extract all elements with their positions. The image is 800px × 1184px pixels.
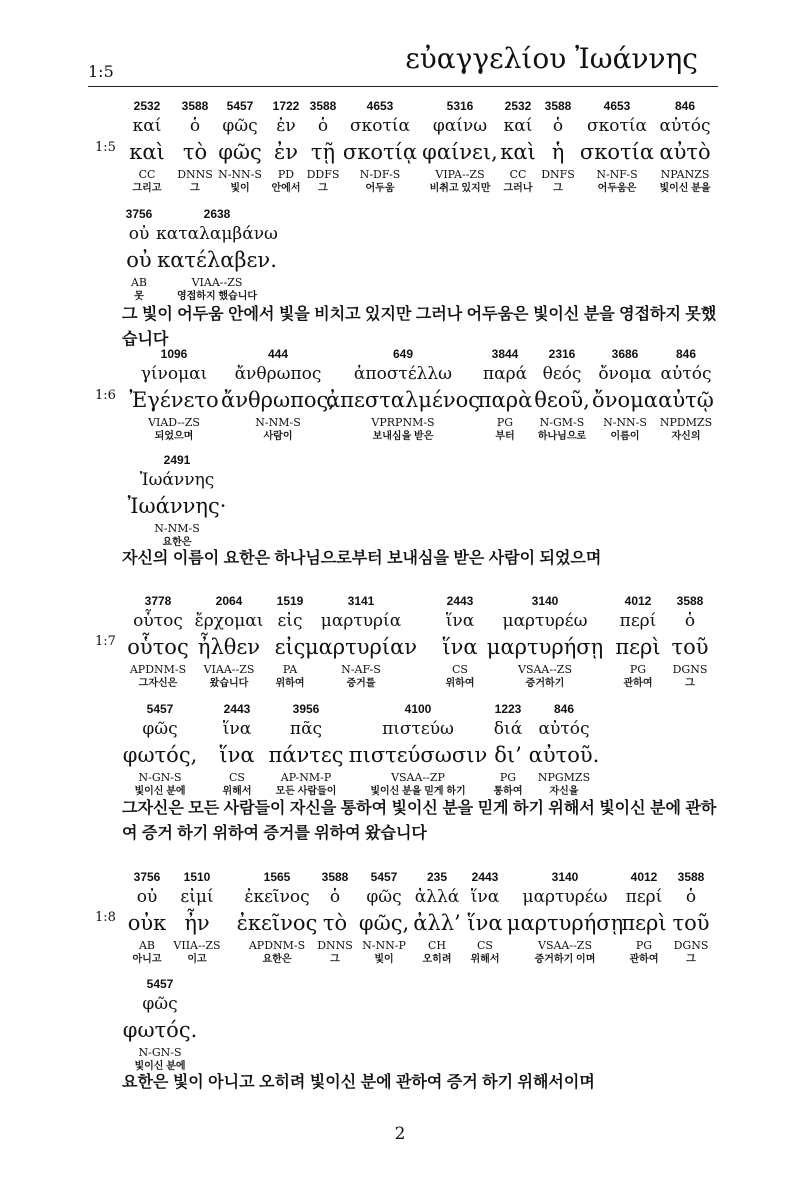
lemma: φῶς: [222, 116, 258, 136]
interlinear-word: [541, 97, 575, 196]
interlinear-word: [221, 345, 335, 444]
lemma: Ἰωάννης: [139, 470, 215, 490]
korean-gloss: 아니고: [132, 954, 162, 965]
parsing-code: N-NN-S: [218, 168, 262, 181]
strongs-number: 2532: [133, 99, 161, 113]
korean-gloss: 사람이: [263, 431, 293, 442]
greek-word: μαρτυρίαν: [304, 635, 418, 659]
greek-word: αὐτῷ: [658, 388, 714, 412]
korean-gloss: 그리고: [132, 183, 162, 194]
interlinear-word: [123, 700, 198, 799]
parsing-code: APDNM-S: [129, 663, 187, 676]
strongs-number: 5457: [370, 870, 398, 884]
lemma: θεός: [542, 364, 582, 384]
korean-gloss: 안에서: [271, 183, 301, 194]
greek-word: παρὰ: [477, 388, 533, 412]
greek-word: οὐκ: [127, 911, 167, 935]
lemma: ἵνα: [470, 887, 500, 907]
interlinear-word: [467, 868, 502, 967]
interlinear-word: [478, 345, 533, 444]
strongs-number: 3140: [531, 594, 559, 608]
parsing-code: N-NM-S: [154, 522, 200, 535]
korean-gloss: 위하여: [445, 678, 475, 689]
lemma: πιστεύω: [382, 719, 454, 739]
greek-word: τὸ: [182, 140, 208, 164]
lemma: αὐτός: [660, 364, 712, 384]
interlinear-word: [195, 592, 264, 691]
strongs-number: 3778: [144, 594, 172, 608]
greek-word: μαρτυρήσῃ: [486, 635, 604, 659]
greek-word: πάντες: [268, 743, 344, 767]
greek-word: τῇ: [310, 140, 336, 164]
interlinear-word: [487, 592, 603, 691]
greek-word: Ἰωάννης·: [127, 494, 227, 518]
interlinear-word: [500, 97, 536, 196]
interlinear-word: [592, 345, 658, 444]
lemma: φῶς: [142, 719, 178, 739]
korean-gloss: 그: [318, 183, 328, 194]
parsing-code: AP-NM-P: [280, 771, 332, 784]
strongs-number: 1565: [263, 870, 291, 884]
lemma: εἰμί: [180, 887, 214, 907]
interlinear-word: [307, 97, 340, 196]
lemma: σκοτία: [586, 116, 648, 136]
lemma: περί: [625, 887, 663, 907]
korean-gloss: 그: [685, 678, 695, 689]
parsing-code: APDNM-S: [248, 939, 306, 952]
parsing-code: VIPA--ZS: [435, 168, 485, 181]
lemma: διά: [493, 719, 523, 739]
strongs-number: 5316: [446, 99, 474, 113]
korean-gloss: 증거를: [346, 678, 376, 689]
strongs-number: 3756: [133, 870, 161, 884]
interlinear-word: [127, 592, 188, 691]
strongs-number: 2491: [163, 453, 191, 467]
interlinear-word: [268, 700, 343, 799]
parsing-code: VSAA--ZS: [538, 939, 592, 952]
greek-word: σκοτία: [579, 140, 655, 164]
parsing-code: N-NN-S: [603, 416, 647, 429]
lemma: σκοτία: [349, 116, 411, 136]
lemma: ὁ: [329, 887, 341, 907]
interlinear-word: [442, 592, 477, 691]
korean-gloss: 요한은: [262, 954, 292, 965]
lemma: καταλαμβάνω: [156, 224, 278, 244]
greek-word: φῶς: [218, 140, 262, 164]
korean-translation: 그 빛이 어두움 안에서 빛을 비치고 있지만 그러나 어두움은 빛이신 분을 영접하지 못했습니다: [122, 306, 717, 348]
parsing-code: DGNS: [672, 663, 708, 676]
lemma: ἐκεῖνος: [244, 887, 310, 907]
greek-word: ἦλθεν: [197, 635, 261, 659]
strongs-number: 3588: [676, 594, 704, 608]
greek-word: ἵνα: [442, 635, 478, 659]
verse-number: 1:5: [95, 140, 116, 155]
greek-word: ἦν: [184, 911, 210, 935]
korean-gloss: 보내심을 받은: [372, 431, 434, 442]
korean-gloss: 위해서: [222, 786, 252, 797]
korean-gloss: 모든 사람들이: [275, 786, 337, 797]
greek-word: φωτός.: [122, 1018, 198, 1042]
greek-word: τὸ: [322, 911, 348, 935]
strongs-number: 1096: [160, 347, 188, 361]
greek-word: καὶ: [500, 140, 536, 164]
interlinear-word: [237, 868, 318, 967]
korean-gloss: 증거하기 이며: [534, 954, 596, 965]
lemma: οὐ: [136, 887, 158, 907]
parsing-code: N-AF-S: [341, 663, 381, 676]
lemma: γίνομαι: [140, 364, 208, 384]
korean-gloss: 빛이신 분을 믿게 하기: [370, 786, 466, 797]
interlinear-word: [173, 868, 220, 967]
interlinear-word: [219, 700, 254, 799]
lemma: ἀλλά: [414, 887, 460, 907]
korean-gloss: 빛이신 분을: [659, 183, 711, 194]
korean-gloss: 빛이신 분에: [134, 786, 186, 797]
greek-word: εἰς: [274, 635, 306, 659]
strongs-number: 1510: [183, 870, 211, 884]
lemma: οὗτος: [133, 611, 183, 631]
parsing-code: PA: [282, 663, 298, 676]
greek-word: ἀλλ’: [413, 911, 461, 935]
korean-gloss: 그: [686, 954, 696, 965]
greek-word: αὐτοῦ.: [528, 743, 600, 767]
parsing-code: DNNS: [177, 168, 213, 181]
parsing-code: N-NN-P: [362, 939, 406, 952]
greek-word: αὐτὸ: [659, 140, 711, 164]
chapter-verse-ref: 1:5: [88, 62, 114, 81]
greek-word: πιστεύσωσιν: [348, 743, 488, 767]
korean-gloss: 이고: [187, 954, 207, 965]
interlinear-word: [529, 700, 600, 799]
parsing-code: NPGMZS: [537, 771, 591, 784]
strongs-number: 846: [553, 702, 575, 716]
interlinear-word: [129, 97, 165, 196]
greek-word: φωτός,: [122, 743, 198, 767]
greek-word: φῶς,: [358, 911, 410, 935]
parsing-code: VSAA--ZS: [518, 663, 572, 676]
verse-number: 1:8: [95, 910, 116, 925]
parsing-code: N-DF-S: [359, 168, 401, 181]
interlinear-word: [156, 205, 278, 304]
interlinear-word: [621, 868, 666, 967]
parsing-code: PG: [496, 416, 514, 429]
parsing-code: PD: [277, 168, 295, 181]
strongs-number: 5457: [226, 99, 254, 113]
lemma: περί: [619, 611, 657, 631]
interlinear-word: [413, 868, 460, 967]
strongs-number: 846: [674, 99, 696, 113]
greek-word: Ἐγένετο: [129, 388, 219, 412]
lemma: ὁ: [317, 116, 329, 136]
interlinear-word: [218, 97, 262, 196]
lemma: ἄνθρωπος: [234, 364, 322, 384]
korean-gloss: 자신의: [671, 431, 701, 442]
parsing-code: NPDMZS: [659, 416, 713, 429]
parsing-code: CS: [477, 939, 493, 952]
strongs-number: 3588: [677, 870, 705, 884]
strongs-number: 1519: [276, 594, 304, 608]
greek-word: φαίνει,: [422, 140, 498, 164]
korean-gloss: 그자신은: [138, 678, 178, 689]
greek-word: περὶ: [621, 911, 667, 935]
lemma: φῶς: [142, 994, 178, 1014]
strongs-number: 2443: [471, 870, 499, 884]
greek-word: οὗτος: [127, 635, 189, 659]
parsing-code: N-NM-S: [255, 416, 301, 429]
korean-gloss: 어두움은: [597, 183, 637, 194]
korean-gloss: 통하여: [493, 786, 523, 797]
parsing-code: AB: [138, 939, 156, 952]
parsing-code: DNNS: [317, 939, 353, 952]
strongs-number: 3588: [309, 99, 337, 113]
strongs-number: 1722: [272, 99, 300, 113]
strongs-number: 3588: [321, 870, 349, 884]
korean-gloss: 오히려: [422, 954, 452, 965]
parsing-code: VIAD--ZS: [148, 416, 200, 429]
greek-word: περὶ: [615, 635, 661, 659]
lemma: παρά: [482, 364, 528, 384]
korean-gloss: 그러나: [503, 183, 533, 194]
lemma: φαίνω: [432, 116, 488, 136]
strongs-number: 235: [426, 870, 448, 884]
interlinear-word: [359, 868, 409, 967]
parsing-code: CH: [427, 939, 447, 952]
strongs-number: 1223: [494, 702, 522, 716]
greek-word: ἡ: [551, 140, 565, 164]
lemma: καί: [503, 116, 533, 136]
lemma: αὐτός: [538, 719, 590, 739]
greek-word: τοῦ: [671, 635, 709, 659]
korean-gloss: 증거하기: [525, 678, 565, 689]
parsing-code: VIAA--ZS: [191, 276, 243, 289]
korean-gloss: 그: [330, 954, 340, 965]
verse-number: 1:6: [95, 388, 116, 403]
korean-gloss: 요한은: [162, 537, 192, 548]
interlinear-word: [671, 592, 708, 691]
lemma: μαρτυρία: [320, 611, 402, 631]
interlinear-word: [126, 205, 153, 304]
greek-word: καὶ: [129, 140, 165, 164]
lemma: ὁ: [189, 116, 201, 136]
korean-gloss: 부터: [495, 431, 515, 442]
strongs-number: 2443: [223, 702, 251, 716]
parsing-code: N-NF-S: [596, 168, 638, 181]
page-number: 2: [394, 1124, 406, 1144]
parsing-code: PG: [499, 771, 517, 784]
strongs-number: 2532: [504, 99, 532, 113]
strongs-number: 5457: [146, 977, 174, 991]
korean-translation: 요한은 빛이 아니고 오히려 빛이신 분에 관하여 증거 하기 위해서이며: [122, 1074, 595, 1091]
greek-word: ἐκεῖνος: [236, 911, 318, 935]
parsing-code: PG: [635, 939, 653, 952]
strongs-number: 3844: [491, 347, 519, 361]
parsing-code: VPRPNM-S: [371, 416, 435, 429]
interlinear-word: [659, 97, 710, 196]
parsing-code: N-GN-S: [138, 771, 182, 784]
strongs-number: 3686: [611, 347, 639, 361]
lemma: πᾶς: [289, 719, 323, 739]
lemma: οὐ: [128, 224, 150, 244]
interlinear-word: [615, 592, 660, 691]
parsing-code: CC: [138, 168, 156, 181]
parsing-code: VIIA--ZS: [173, 939, 221, 952]
greek-word: οὐ: [126, 248, 152, 272]
interlinear-word: [343, 97, 417, 196]
interlinear-word: [422, 97, 498, 196]
parsing-code: CS: [452, 663, 468, 676]
strongs-number: 3756: [125, 207, 153, 221]
korean-gloss: 하나님으로: [537, 431, 587, 442]
interlinear-word: [123, 975, 198, 1074]
strongs-number: 4012: [630, 870, 658, 884]
korean-gloss: 그: [190, 183, 200, 194]
strongs-number: 3588: [181, 99, 209, 113]
strongs-number: 3141: [347, 594, 375, 608]
interlinear-word: [580, 97, 654, 196]
strongs-number: 3588: [544, 99, 572, 113]
interlinear-word: [326, 345, 480, 444]
lemma: ὁ: [684, 611, 696, 631]
strongs-number: 3956: [292, 702, 320, 716]
korean-gloss: 못: [134, 291, 144, 302]
strongs-number: 4012: [624, 594, 652, 608]
strongs-number: 4653: [366, 99, 394, 113]
greek-word: κατέλαβεν.: [157, 248, 277, 272]
greek-word: ἀπεσταλμένος: [325, 388, 481, 412]
greek-word: ἵνα: [219, 743, 255, 767]
verse-number: 1:7: [95, 634, 116, 649]
korean-gloss: 자신을: [549, 786, 579, 797]
lemma: ἔρχομαι: [194, 611, 264, 631]
korean-gloss: 관하여: [629, 954, 659, 965]
interlinear-word: [305, 592, 417, 691]
parsing-code: AB: [130, 276, 148, 289]
lemma: ὁ: [685, 887, 697, 907]
lemma: ἀποστέλλω: [353, 364, 453, 384]
strongs-number: 846: [675, 347, 697, 361]
korean-gloss: 왔습니다: [209, 678, 249, 689]
lemma: ὄνομα: [598, 364, 652, 384]
parsing-code: VSAA--ZP: [391, 771, 445, 784]
greek-word: μαρτυρήσῃ: [506, 911, 624, 935]
korean-gloss: 이름이: [610, 431, 640, 442]
greek-word: ἄνθρωπος,: [221, 388, 335, 412]
interlinear-word: [658, 345, 714, 444]
interlinear-word: [317, 868, 353, 967]
strongs-number: 2443: [446, 594, 474, 608]
korean-gloss: 빛이: [230, 183, 250, 194]
parsing-code: DNFS: [541, 168, 575, 181]
lemma: εἰς: [277, 611, 303, 631]
greek-word: τοῦ: [672, 911, 710, 935]
interlinear-word: [275, 592, 306, 691]
parsing-code: N-GM-S: [539, 416, 585, 429]
interlinear-word: [507, 868, 623, 967]
lemma: μαρτυρέω: [522, 887, 608, 907]
interlinear-word: [177, 97, 213, 196]
lemma: ἵνα: [445, 611, 475, 631]
parsing-code: NPANZS: [660, 168, 710, 181]
strongs-number: 4653: [603, 99, 631, 113]
korean-gloss: 되었으며: [154, 431, 194, 442]
strongs-number: 3140: [551, 870, 579, 884]
strongs-number: 444: [267, 347, 289, 361]
korean-gloss: 빛이: [374, 954, 394, 965]
korean-gloss: 빛이신 분에: [134, 1061, 186, 1072]
interlinear-word: [672, 868, 709, 967]
lemma: αὐτός: [659, 116, 711, 136]
interlinear-word: [272, 97, 301, 196]
strongs-number: 2064: [215, 594, 243, 608]
interlinear-word: [129, 345, 218, 444]
strongs-number: 649: [392, 347, 414, 361]
korean-gloss: 그: [553, 183, 563, 194]
parsing-code: CC: [509, 168, 527, 181]
korean-translation: 그자신은 모든 사람들이 자신을 통하여 빛이신 분을 믿게 하기 위해서 빛이신 분에 관하여 증거 하기 위하여 증거를 위하여 왔습니다: [122, 800, 717, 842]
greek-word: ἐν: [273, 140, 299, 164]
greek-word: δι’: [494, 743, 522, 767]
parsing-code: N-GN-S: [138, 1046, 182, 1059]
interlinear-word: [128, 451, 227, 550]
korean-gloss: 위하여: [275, 678, 305, 689]
lemma: μαρτυρέω: [502, 611, 588, 631]
greek-word: ἵνα: [467, 911, 503, 935]
lemma: ἵνα: [222, 719, 252, 739]
parsing-code: CS: [229, 771, 245, 784]
lemma: ὁ: [552, 116, 564, 136]
interlinear-word: [349, 700, 487, 799]
korean-gloss: 비취고 있지만: [429, 183, 491, 194]
parsing-code: DGNS: [673, 939, 709, 952]
korean-gloss: 영접하지 했습니다: [176, 291, 258, 302]
book-title: εὐαγγελίου Ἰωάννης: [405, 42, 698, 75]
parsing-code: DDFS: [306, 168, 340, 181]
korean-gloss: 위해서: [470, 954, 500, 965]
strongs-number: 5457: [146, 702, 174, 716]
lemma: φῶς: [366, 887, 402, 907]
korean-gloss: 관하여: [623, 678, 653, 689]
interlinear-word: [494, 700, 523, 799]
page-header: [88, 40, 718, 87]
lemma: καί: [132, 116, 162, 136]
strongs-number: 2316: [548, 347, 576, 361]
interlinear-word: [534, 345, 590, 444]
strongs-number: 4100: [404, 702, 432, 716]
greek-word: θεοῦ,: [534, 388, 590, 412]
strongs-number: 2638: [203, 207, 231, 221]
greek-word: ὄνομα: [592, 388, 658, 412]
interlinear-word: [128, 868, 167, 967]
parsing-code: PG: [629, 663, 647, 676]
korean-gloss: 어두움: [365, 183, 395, 194]
lemma: ἐν: [276, 116, 296, 136]
parsing-code: VIAA--ZS: [203, 663, 255, 676]
korean-translation: 자신의 이름이 요한은 하나님으로부터 보내심을 받은 사람이 되었으며: [122, 550, 602, 567]
greek-word: σκοτίᾳ: [342, 140, 418, 164]
